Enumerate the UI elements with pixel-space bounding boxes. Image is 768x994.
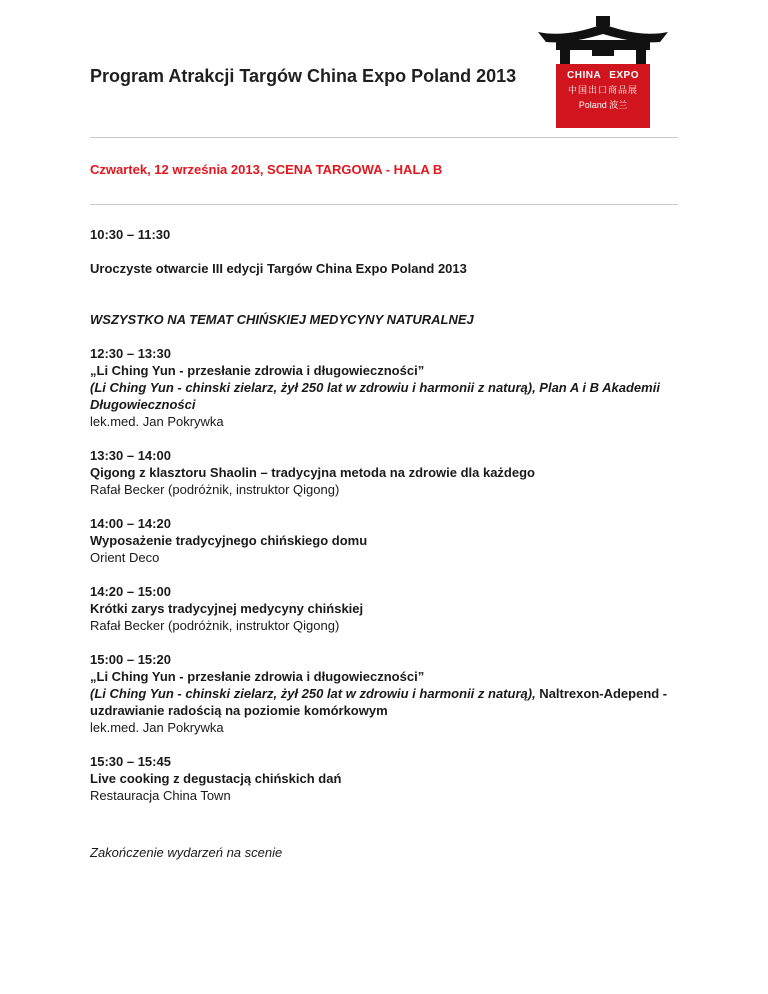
event-speaker: Rafał Becker (podróżnik, instruktor Qigong) [90,482,340,497]
event-title: Krótki zarys tradycyjnej medycyny chińskiej [90,601,364,616]
event-time: 13:30 – 14:00 [90,448,171,463]
china-expo-logo [536,16,670,116]
event-title: Wyposażenie tradycyjnego chińskiego domu [90,533,368,548]
logo-china-text: CHINA [567,70,602,81]
event-item [90,345,690,430]
event-speaker: lek.med. Jan Pokrywka [90,414,224,429]
page-title: Program Atrakcji Targów China Expo Poland 2013 [90,66,517,86]
closing-note: Zakończenie wydarzeń na scenie [90,845,283,860]
event-time: 14:20 – 15:00 [90,584,171,599]
event-time: 12:30 – 13:30 [90,346,171,361]
opening-time: 10:30 – 11:30 [90,227,171,242]
event-item [90,583,690,634]
section-heading: WSZYSTKO NA TEMAT CHIŃSKIEJ MEDYCYNY NATURALNEJ [90,312,474,327]
event-title: Qigong z klasztoru Shaolin – tradycyjna metoda na zdrowie dla każdego [90,465,535,480]
opening-title: Uroczyste otwarcie III edycji Targów China Expo Poland 2013 [90,261,467,276]
event-time: 14:00 – 14:20 [90,516,171,531]
date-line: Czwartek, 12 września 2013, SCENA TARGOWA - HALA B [90,162,443,177]
event-title: „Li Ching Yun - przesłanie zdrowia i długowieczności” [90,363,425,378]
divider-bottom [90,204,678,205]
logo-expo-text: EXPO [609,70,639,81]
logo-chinese-text: 中国出口商品展 [567,86,638,96]
event-speaker: Orient Deco [90,550,160,565]
event-speaker: Restauracja China Town [90,788,231,803]
event-subtitle-rest: Naltrexon-Adepend -uzdrawianie radością na poziomie komórkowym [90,686,668,718]
event-subtitle: (Li Ching Yun - chinski zielarz, żył 250 lat w zdrowiu i harmonii z naturą), [90,686,536,701]
event-item [90,651,690,736]
event-subtitle: (Li Ching Yun - chinski zielarz, żył 250 lat w zdrowiu i harmonii z naturą), Plan A i B Akademii Długowieczności [90,380,660,412]
event-speaker: Rafał Becker (podróżnik, instruktor Qigong) [90,618,340,633]
event-title: „Li Ching Yun - przesłanie zdrowia i długowieczności” [90,669,425,684]
event-item [90,753,690,804]
event-time: 15:00 – 15:20 [90,652,171,667]
logo-poland-text: Poland 波兰 [578,100,628,110]
divider-top [90,137,678,138]
event-item [90,447,690,498]
event-item [90,515,690,566]
program-content [90,226,690,861]
logo-red-box [556,64,650,128]
event-speaker: lek.med. Jan Pokrywka [90,720,224,735]
event-title: Live cooking z degustacją chińskich dań [90,771,342,786]
event-time: 15:30 – 15:45 [90,754,171,769]
